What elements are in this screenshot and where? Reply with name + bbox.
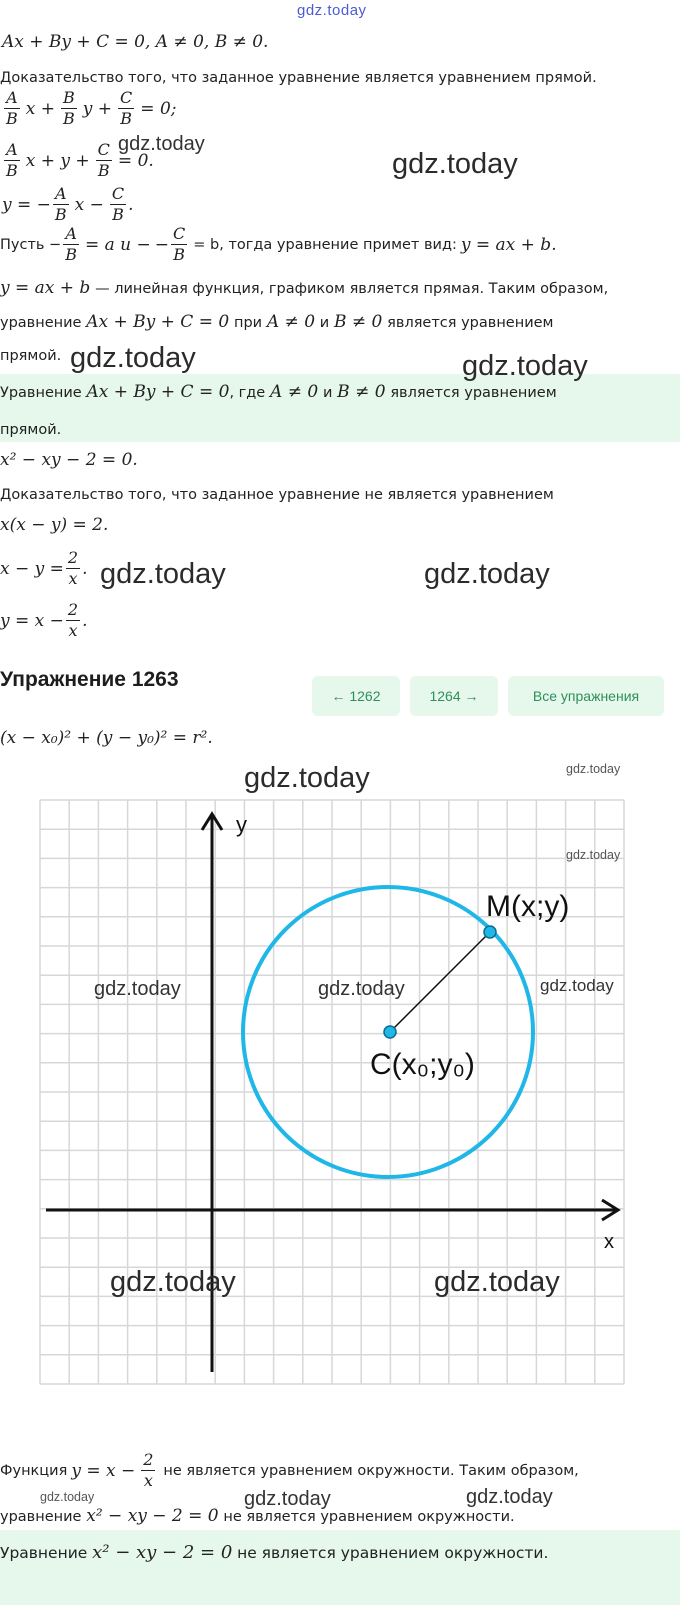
watermark: gdz.today <box>392 148 518 180</box>
fraction: $\frac{A}{B}$ <box>54 184 67 224</box>
fraction: $\frac{C}{B}$ <box>120 88 133 128</box>
linear-function-line: y = ax + b — линейная функция, графиком является прямая. Таким образом, <box>0 278 609 298</box>
equation-main: Ax + By + C = 0, A ≠ 0, B ≠ 0. <box>2 32 269 52</box>
prev-exercise-button[interactable]: ← 1262 <box>312 676 400 716</box>
conclusion-function-line: Функция y = x − $\frac{2}{x}$ не является уравнением окружности. Таким образом, <box>0 1450 579 1490</box>
equation-2: x² − xy − 2 = 0. <box>0 450 138 470</box>
watermark: gdz.today <box>244 1488 331 1510</box>
substitution-line: Пусть − $\frac{A}{B}$ = a и − − $\frac{C}{B}$ = b, тогда уравнение примет вид: y = ax + b. <box>0 224 557 264</box>
answer-line-end: прямой. <box>0 422 62 438</box>
watermark: gdz.today <box>94 978 181 1000</box>
proof-intro-2: Доказательство того, что заданное уравнение не является уравнением <box>0 487 554 503</box>
watermark: gdz.today <box>244 762 370 794</box>
final-answer-line: Уравнение x² − xy − 2 = 0 не является уравнением окружности. <box>0 1542 549 1563</box>
point-m <box>484 926 496 938</box>
step2-equation: $\frac{A}{B}$ x + y + $\frac{C}{B}$ = 0. <box>6 140 154 180</box>
fraction: $\frac{B}{B}$ <box>63 88 75 128</box>
step1-equation: $\frac{A}{B}$ x + $\frac{B}{B}$ y + $\frac{C}{B}$ = 0; <box>6 88 177 128</box>
center-point <box>384 1026 396 1038</box>
step3-equation: y = − $\frac{A}{B}$ x − $\frac{C}{B}$ . <box>2 184 134 224</box>
conclusion-line-end: прямой. <box>0 348 62 364</box>
fraction: $\frac{A}{B}$ <box>6 140 18 180</box>
exercise-title: Упражнение 1263 <box>0 668 179 691</box>
watermark: gdz.today <box>466 1486 553 1508</box>
watermark: gdz.today <box>434 1266 560 1298</box>
watermark: gdz.today <box>100 558 226 590</box>
fraction: $\frac{2}{x}$ <box>67 600 79 640</box>
watermark: gdz.today <box>318 978 405 1000</box>
watermark: gdz.today <box>566 762 621 776</box>
fraction: $\frac{2}{x}$ <box>67 548 79 588</box>
fraction: $\frac{C}{B}$ <box>97 140 110 180</box>
watermark: gdz.today <box>40 1490 95 1504</box>
watermark: gdz.today <box>566 848 621 862</box>
fraction: $\frac{C}{B}$ <box>173 224 186 264</box>
all-exercises-button[interactable]: Все упражнения <box>508 676 664 716</box>
axis-y-label: y <box>236 812 247 837</box>
step-xy-fraction: x − y = $\frac{2}{x}$ . <box>0 548 88 588</box>
watermark: gdz.today <box>70 342 196 374</box>
fraction: $\frac{A}{B}$ <box>6 88 18 128</box>
fraction: $\frac{2}{x}$ <box>143 1450 154 1490</box>
point-m-label: M(x;y) <box>486 890 570 923</box>
watermark: gdz.today <box>540 976 614 995</box>
fraction: $\frac{A}{B}$ <box>65 224 77 264</box>
answer-line: Уравнение Ax + By + C = 0, где A ≠ 0 и B ≠ 0 является уравнением <box>0 382 557 402</box>
circle-equation: (x − x₀)² + (y − y₀)² = r². <box>0 728 213 748</box>
step-xy: x(x − y) = 2. <box>0 515 109 535</box>
fraction: $\frac{C}{B}$ <box>111 184 125 224</box>
conclusion-line-2: уравнение x² − xy − 2 = 0 не является уравнением окружности. <box>0 1506 515 1526</box>
watermark: gdz.today <box>462 350 588 382</box>
next-exercise-button[interactable]: 1264 → <box>410 676 498 716</box>
point-c-label: C(x₀;y₀) <box>370 1048 475 1081</box>
watermark: gdz.today <box>110 1266 236 1298</box>
watermark: gdz.today <box>118 133 205 155</box>
watermark-top: gdz.today <box>297 2 367 19</box>
step-y: y = x − $\frac{2}{x}$ . <box>0 600 88 640</box>
watermark: gdz.today <box>424 558 550 590</box>
conclusion-line: уравнение Ax + By + C = 0 при A ≠ 0 и B ≠ 0 является уравнением <box>0 312 554 332</box>
radius-line <box>390 932 490 1032</box>
proof-intro: Доказательство того, что заданное уравнение является уравнением прямой. <box>0 70 597 86</box>
axis-x-label: x <box>604 1231 614 1253</box>
